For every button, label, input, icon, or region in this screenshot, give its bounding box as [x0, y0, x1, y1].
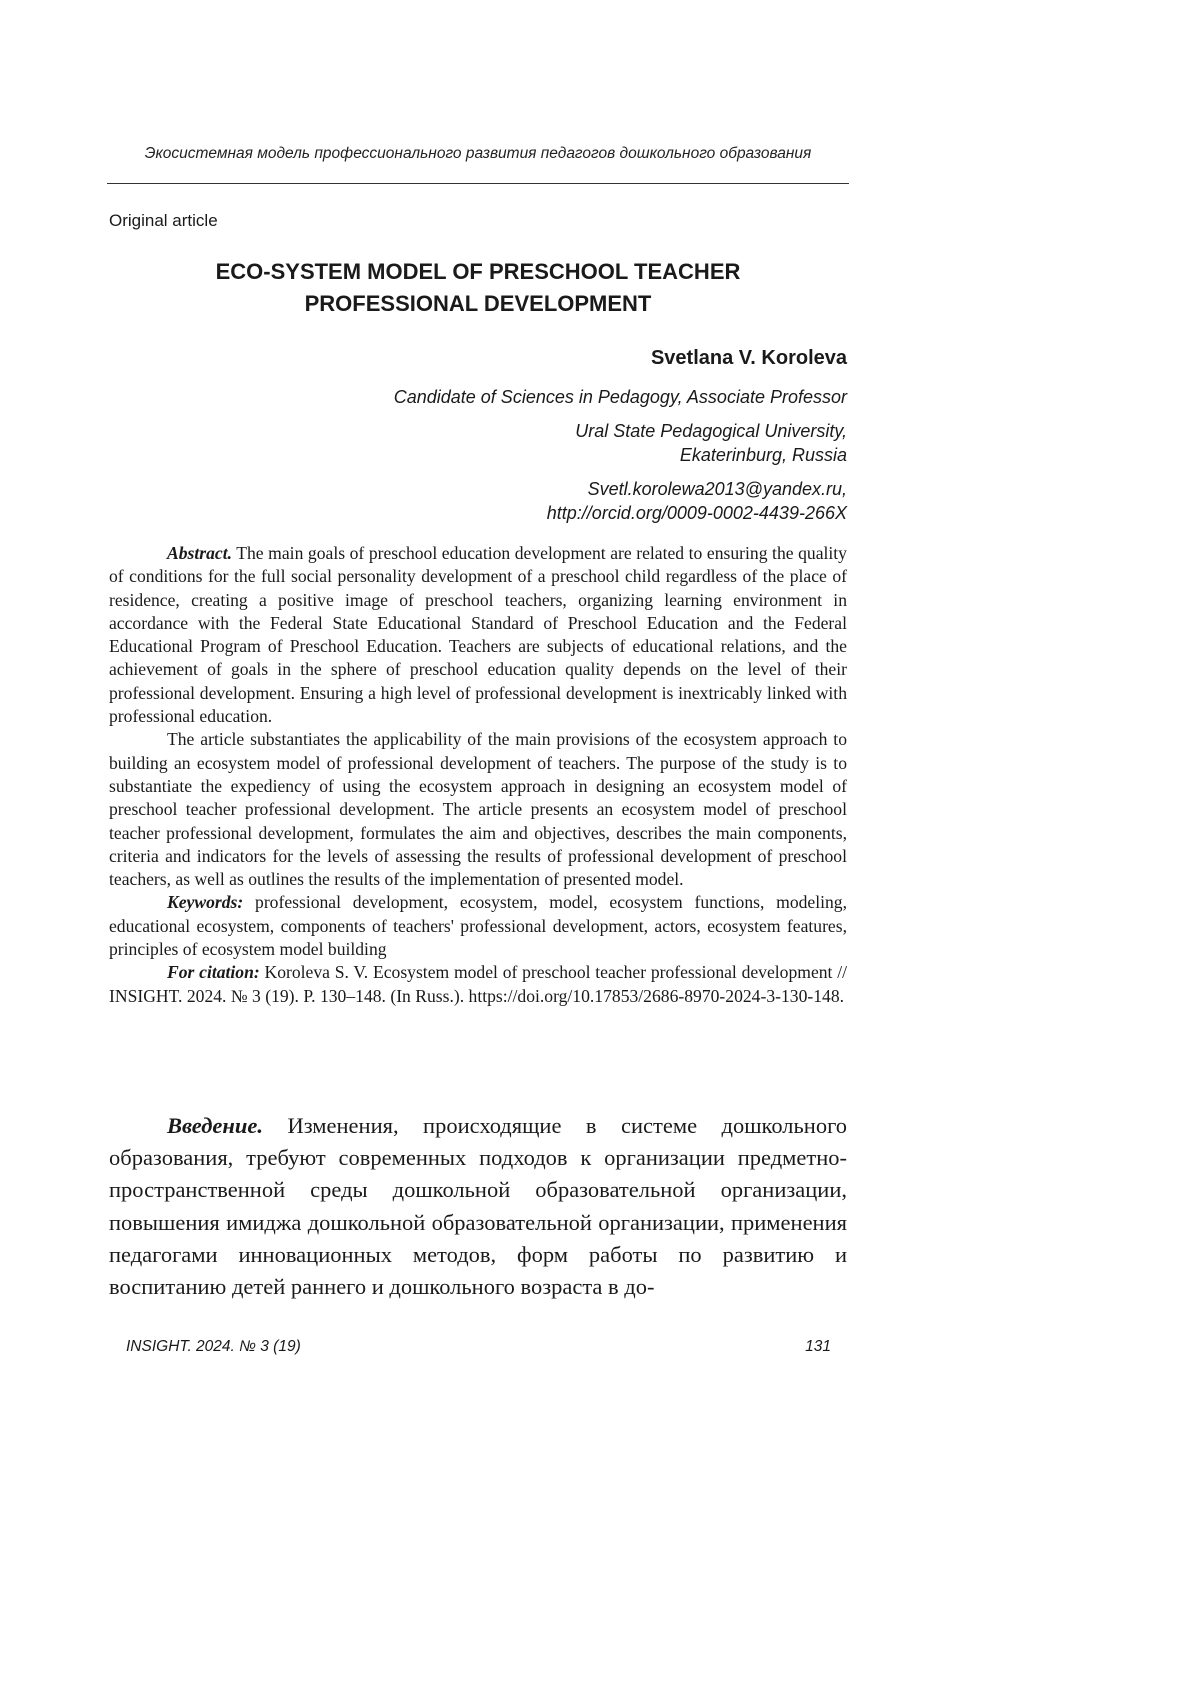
footer-journal-info: INSIGHT. 2024. № 3 (19): [126, 1338, 301, 1356]
author-affiliation-line-2: Ekaterinburg, Russia: [109, 443, 847, 467]
article-title: [109, 256, 847, 320]
author-degree: Candidate of Sciences in Pedagogy, Associate Professor: [109, 385, 847, 409]
author-affiliation-line-1: Ural State Pedagogical University,: [109, 419, 847, 443]
header-divider: [107, 183, 849, 184]
keywords-label: Keywords:: [167, 892, 243, 912]
abstract-paragraph-2: The article substantiates the applicability of the main provisions of the ecosystem approach to building an ecosystem model of professional development of teachers. The purpose of the study is to substantiate the expediency of using the ecosystem approach in designing an ecosystem model of preschool teacher professional development. The article presents an ecosystem model of preschool teacher professional development, formulates the aim and objectives, describes the main components, criteria and indicators for the levels of assessing the results of professional development of preschool teachers, as well as outlines the results of the implementation of presented model.: [109, 728, 847, 891]
citation-label: For citation:: [167, 962, 260, 982]
article-title-line-2: PROFESSIONAL DEVELOPMENT: [109, 288, 847, 320]
introduction-text: Изменения, происходящие в системе дошкольного образования, требуют современных подходов к организации предметно-пространственной среды дошкольной образовательной организации, повышения имиджа дошкольной образовательной организации, применения педагогами инновационных методов, форм работы по развитию и воспитанию детей раннего и дошкольного возраста в до-: [109, 1113, 847, 1299]
keywords-paragraph: [109, 891, 847, 961]
author-email[interactable]: Svetl.korolewa2013@yandex.ru,: [109, 477, 847, 501]
introduction-heading: Введение.: [167, 1113, 263, 1138]
author-name: Svetlana V. Koroleva: [109, 345, 847, 371]
abstract-section: [109, 542, 847, 1008]
introduction-paragraph: [109, 1110, 847, 1303]
article-type: Original article: [109, 211, 218, 231]
author-orcid-link[interactable]: http://orcid.org/0009-0002-4439-266X: [109, 501, 847, 525]
running-header: Экосистемная модель профессионального развития педагогов дошкольного образования: [109, 145, 847, 163]
journal-page: [0, 0, 1200, 1698]
article-title-line-1: ECO-SYSTEM MODEL OF PRESCHOOL TEACHER: [109, 256, 847, 288]
abstract-label: Abstract.: [167, 543, 232, 563]
citation-paragraph: [109, 961, 847, 1008]
citation-text: Koroleva S. V. Ecosystem model of preschool teacher professional development // INSIGHT. 2024. № 3 (19). P. 130–148. (In Russ.). https://doi.org/10.17853/2686-8970-2024-3-130-148.: [109, 962, 847, 1005]
abstract-text-1: The main goals of preschool education development are related to ensuring the quality of conditions for the full social personality development of a preschool child regardless of the place of residence, creating a positive image of preschool teachers, organizing learning environment in accordance with the Federal State Educational Standard of Preschool Education and the Federal Educational Program of Preschool Education. Teachers are subjects of educational relations, and the achievement of goals in the sphere of preschool education quality depends on the level of their professional development. Ensuring a high level of professional development is inextricably linked with professional education.: [109, 543, 847, 726]
author-block: [109, 345, 847, 525]
footer-page-number: 131: [760, 1338, 831, 1356]
abstract-paragraph-1: [109, 542, 847, 728]
keywords-text: professional development, ecosystem, model, ecosystem functions, modeling, educational ecosystem, components of teachers' professional development, actors, ecosystem features, principles of ecosystem model building: [109, 892, 847, 959]
